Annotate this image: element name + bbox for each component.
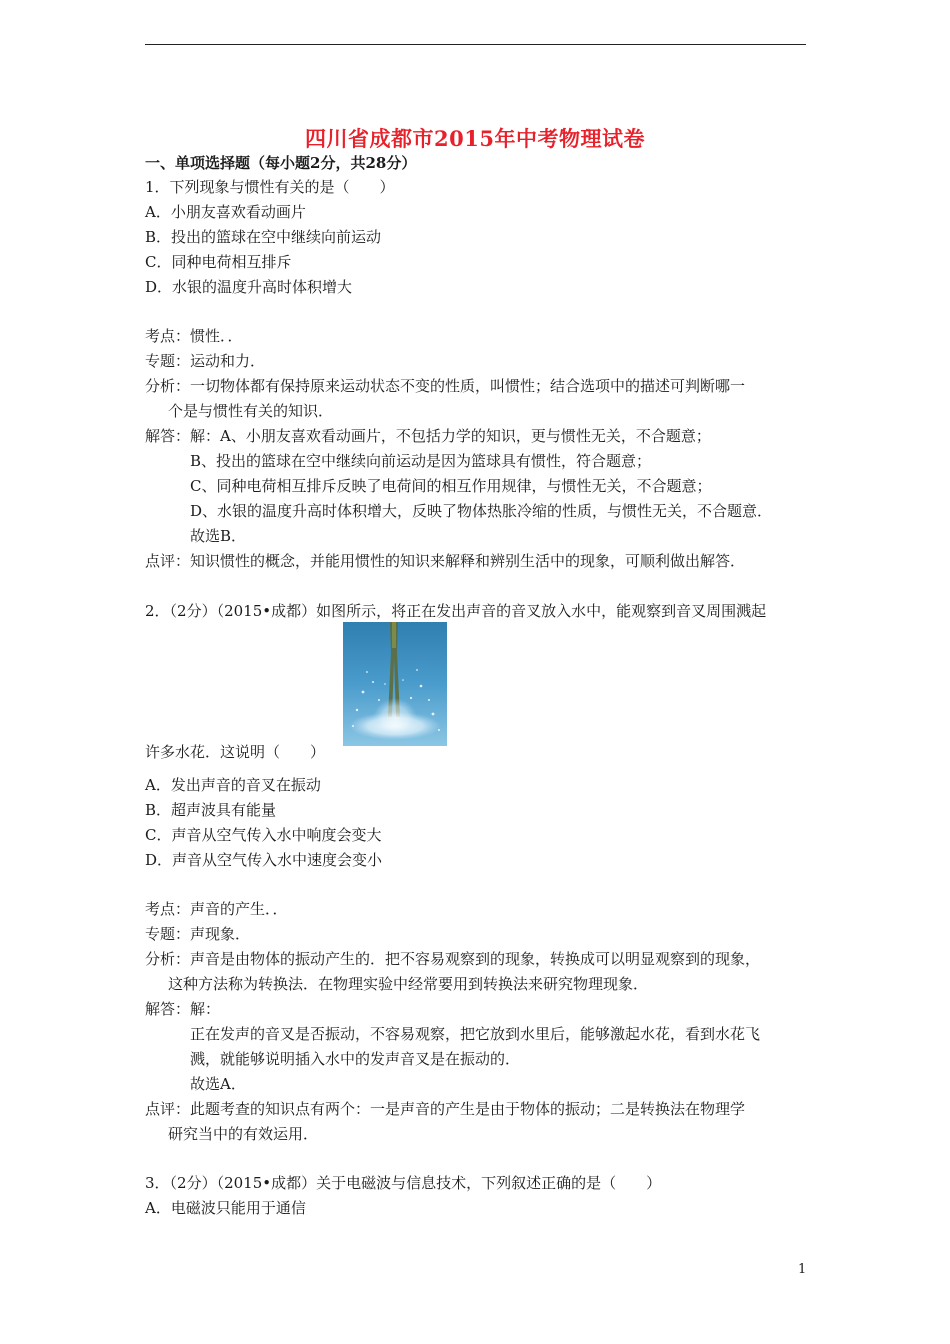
question-1-comment: 点评：知识惯性的概念，并能用惯性的知识来解释和辨别生活中的现象，可顺利做出解答． [145, 552, 746, 570]
question-1-answer-line-1: 解答：解：A、小朋友喜欢看动画片，不包括力学的知识，更与惯性无关，不合题意； [145, 427, 711, 445]
question-2-answer-line-1: 正在发声的音叉是否振动，不容易观察，把它放到水里后，能够激起水花，看到水花飞 [190, 1025, 761, 1043]
question-2-analysis-line-2: 这种方法称为转换法．在物理实验中经常要用到转换法来研究物理现象． [168, 975, 649, 993]
question-2-answer-line-2: 溅，就能够说明插入水中的发声音叉是在振动的． [190, 1050, 521, 1068]
header-rule [145, 44, 806, 45]
question-1-option-a: A．小朋友喜欢看动画片 [145, 203, 306, 221]
question-2-answer-line-0: 解答：解： [145, 1000, 221, 1018]
question-2-stem-line-2: 许多水花．这说明（ ） [145, 743, 326, 761]
question-1-stem: 1．下列现象与惯性有关的是（ ） [145, 178, 395, 196]
page-number: 1 [798, 1262, 807, 1277]
question-2-analysis-line-1: 分析：声音是由物体的振动产生的．把不容易观察到的现象，转换成可以明显观察到的现象， [145, 950, 761, 968]
question-2-zhuanti: 专题：声现象． [145, 925, 251, 943]
question-2-answer-line-3: 故选A． [190, 1075, 246, 1093]
tuning-fork-water-photo [343, 622, 447, 746]
question-1-kaodian: 考点：惯性．． [145, 327, 243, 345]
question-1-option-b: B．投出的篮球在空中继续向前运动 [145, 228, 382, 246]
question-2-option-b: B．超声波具有能量 [145, 801, 277, 819]
question-1-answer-line-5: 故选B． [190, 527, 247, 545]
question-1-analysis-line-1: 分析：一切物体都有保持原来运动状态不变的性质，叫惯性；结合选项中的描述可判断哪一 [145, 377, 746, 395]
section-heading: 一、单项选择题（每小题2分，共28分） [145, 154, 417, 172]
question-1-analysis-line-2: 个是与惯性有关的知识． [168, 402, 334, 420]
question-2-option-d: D．声音从空气传入水中速度会变小 [145, 851, 383, 869]
question-1-zhuanti: 专题：运动和力． [145, 352, 266, 370]
question-2-option-c: C．声音从空气传入水中响度会变大 [145, 826, 382, 844]
question-3-stem: 3．（2分）（2015•成都）关于电磁波与信息技术，下列叙述正确的是（ ） [145, 1174, 662, 1192]
question-3-option-a: A．电磁波只能用于通信 [145, 1199, 306, 1217]
page-title: 四川省成都市2015年中考物理试卷 [305, 126, 645, 151]
question-1-answer-line-2: B、投出的篮球在空中继续向前运动是因为篮球具有惯性，符合题意； [190, 452, 652, 470]
question-2-kaodian: 考点：声音的产生．． [145, 900, 288, 918]
question-1-option-d: D．水银的温度升高时体积增大 [145, 278, 353, 296]
question-1-option-c: C．同种电荷相互排斥 [145, 253, 292, 271]
question-2-comment-line-2: 研究当中的有效运用． [168, 1125, 319, 1143]
question-2-stem-line-1: 2．（2分）（2015•成都）如图所示，将正在发出声音的音叉放入水中，能观察到音叉周围溅起 [145, 602, 767, 620]
question-2-option-a: A．发出声音的音叉在振动 [145, 776, 321, 794]
question-1-answer-line-3: C、同种电荷相互排斥反映了电荷间的相互作用规律，与惯性无关，不合题意； [190, 477, 712, 495]
question-2-comment-line-1: 点评：此题考查的知识点有两个：一是声音的产生是由于物体的振动；二是转换法在物理学 [145, 1100, 746, 1118]
question-1-answer-line-4: D、水银的温度升高时体积增大，反映了物体热胀冷缩的性质，与惯性无关，不合题意． [190, 502, 773, 520]
